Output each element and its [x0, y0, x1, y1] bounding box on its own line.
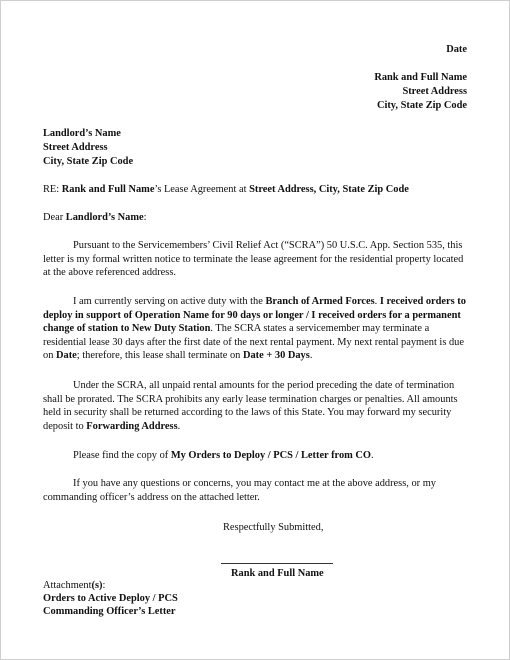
attachment-label-colon: : [102, 580, 106, 591]
p2-text-5: . [309, 350, 313, 362]
recipient-city: City, State Zip Code [43, 156, 134, 167]
sender-street: Street Address [402, 86, 467, 97]
p3-forwarding-address: Forwarding Address [86, 420, 178, 432]
attachment-label-text: Attachment [43, 580, 92, 591]
p2-text-1: I am currently serving on active duty with the [73, 296, 266, 307]
sender-city: City, State Zip Code [376, 100, 467, 111]
re-address: Street Address, City, State Zip Code [249, 184, 409, 195]
salutation-prefix: Dear [43, 212, 66, 223]
p4-text-1: Please find the copy of [73, 450, 171, 461]
paragraph-scra-notice: Pursuant to the Servicemembers’ Civil Relief Act (“SCRA”) 50 U.S.C. App. Section 535, this letter is my formal written notice to terminate the lease agreement for the residential property located at the above referenced address. [43, 240, 464, 279]
salutation-suffix: : [143, 212, 147, 223]
salutation-name: Landlord’s Name [65, 212, 144, 223]
p3-text-2: . [177, 420, 181, 432]
recipient-name: Landlord’s Name [43, 128, 121, 139]
p2-branch: Branch of Armed Forces [265, 296, 375, 307]
sender-name: Rank and Full Name [374, 72, 467, 83]
re-prefix: RE: [43, 184, 62, 195]
attachment-label-plural: (s) [91, 580, 103, 591]
attachment-item: Commanding Officer’s Letter [43, 606, 176, 617]
paragraph-contact: If you have any questions or concerns, you may contact me at the above address, or my commanding officer’s address on the attached letter. [43, 478, 436, 503]
p2-text-2: . [374, 296, 380, 307]
paragraph-orders-copy [43, 449, 473, 463]
attachment-label [43, 579, 105, 593]
signature-line [221, 563, 333, 564]
paragraph-active-duty [43, 295, 473, 363]
p3-text-1: Under the SCRA, all unpaid rental amounts for the period preceding the date of termination shall be prorated. The SCRA prohibits any early lease termination charges or penalties. All amounts held in security shall be returned according to the laws of this State. You may forward my security deposit to [43, 380, 458, 432]
recipient-street: Street Address [43, 142, 108, 153]
closing: Respectfully Submitted, [223, 522, 324, 533]
attachment-item: Orders to Active Deploy / PCS [43, 593, 178, 604]
paragraph-prorated [43, 379, 473, 433]
p2-text-3: . The SCRA states a servicemember may terminate a residential lease 30 days after the first date of the next rental payment. My next rental payment is due on [43, 323, 464, 362]
p4-text-2: . [371, 450, 374, 461]
re-name: Rank and Full Name [61, 184, 155, 195]
salutation [43, 211, 147, 225]
signature-name: Rank and Full Name [231, 568, 324, 579]
letter-date: Date [446, 44, 467, 55]
p2-text-4: ; therefore, this lease shall terminate on [76, 350, 243, 362]
p4-orders-doc: My Orders to Deploy / PCS / Letter from CO [170, 450, 371, 461]
p2-termination-date: Date + 30 Days [242, 350, 310, 362]
re-middle: ’s Lease Agreement at [154, 184, 250, 195]
p2-orders: I received orders to deploy in support of Operation Name for 90 days or longer / I received orders for a permanent change of station to New Duty Station [43, 296, 466, 335]
p2-payment-date: Date [56, 350, 77, 362]
re-line [43, 183, 409, 197]
